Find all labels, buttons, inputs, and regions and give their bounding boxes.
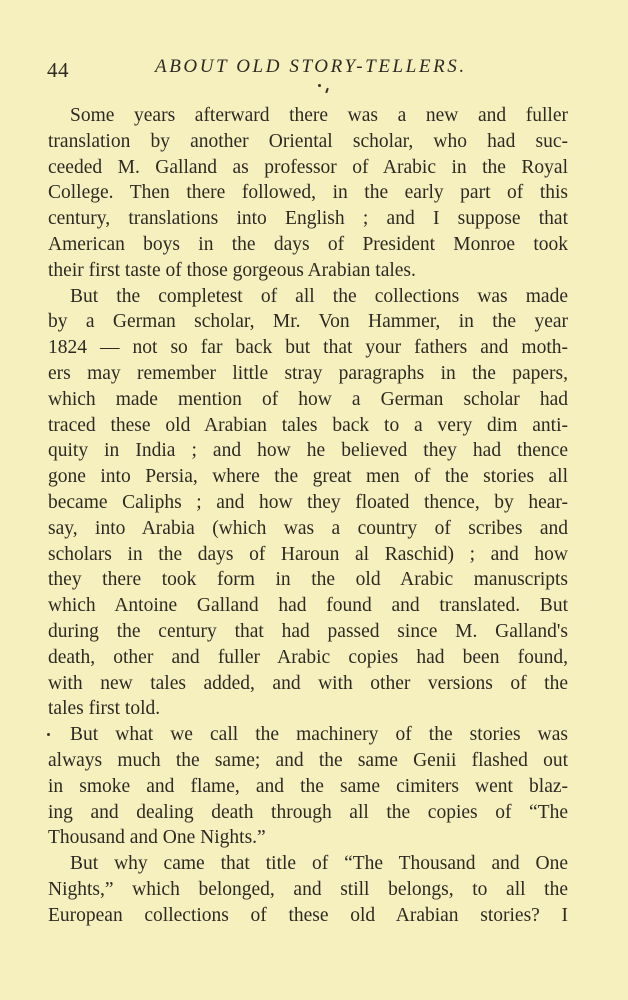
ink-speck [325, 88, 329, 93]
text-line: say, into Arabia (which was a country of scribes and [48, 517, 568, 539]
text-line: which made mention of how a German scholar had [48, 388, 568, 410]
page-header [47, 56, 577, 86]
text-line: quity in India ; and how he believed they had thence [48, 440, 568, 462]
text-line: with new tales added, and with other versions of the [48, 672, 568, 694]
text-line: Nights,” which belonged, and still belongs, to all the [48, 878, 568, 900]
text-line: But the completest of all the collections was made [70, 285, 568, 307]
text-line: scholars in the days of Haroun al Raschid) ; and how [48, 543, 568, 565]
text-line: American boys in the days of President Monroe took [48, 233, 568, 255]
text-line: death, other and fuller Arabic copies had been found, [48, 646, 568, 668]
text-line: Thousand and One Nights.” [48, 827, 266, 849]
text-line: by a German scholar, Mr. Von Hammer, in the year [48, 311, 568, 333]
text-line: translation by another Oriental scholar, who had suc- [48, 130, 568, 152]
text-line: which Antoine Galland had found and translated. But [48, 595, 568, 617]
text-line: in smoke and flame, and the same cimiters went blaz- [48, 775, 568, 797]
text-line: during the century that had passed since M. Galland's [48, 620, 568, 642]
text-line: their first taste of those gorgeous Arabian tales. [48, 259, 416, 281]
text-line: gone into Persia, where the great men of the stories all [48, 466, 568, 488]
text-line: traced these old Arabian tales back to a very dim anti- [48, 414, 568, 436]
text-line: But what we call the machinery of the stories was [70, 724, 568, 746]
text-line: century, translations into English ; and I suppose that [48, 208, 568, 230]
text-line: ceeded M. Galland as professor of Arabic in the Royal [48, 156, 568, 178]
text-line: they there took form in the old Arabic manuscripts [48, 569, 568, 591]
page-number: 44 [47, 58, 69, 82]
text-line: ers may remember little stray paragraphs in the papers, [48, 362, 568, 384]
text-line: But why came that title of “The Thousand and One [70, 853, 568, 875]
text-line: became Caliphs ; and how they floated thence, by hear- [48, 491, 568, 513]
running-head: ABOUT OLD STORY-TELLERS. [155, 56, 467, 77]
ink-speck [318, 84, 321, 87]
text-line: College. Then there followed, in the early part of this [48, 182, 568, 204]
text-line: tales first told. [48, 698, 161, 720]
text-line: Some years afterward there was a new and fuller [70, 105, 568, 126]
text-line: always much the same; and the same Genii flashed out [48, 749, 568, 771]
body-text [48, 103, 568, 929]
text-line: 1824 — not so far back but that your fathers and moth- [48, 337, 568, 359]
text-line: ing and dealing death through all the copies of “The [48, 801, 568, 823]
text-line: European collections of these old Arabian stories? I [48, 904, 568, 926]
